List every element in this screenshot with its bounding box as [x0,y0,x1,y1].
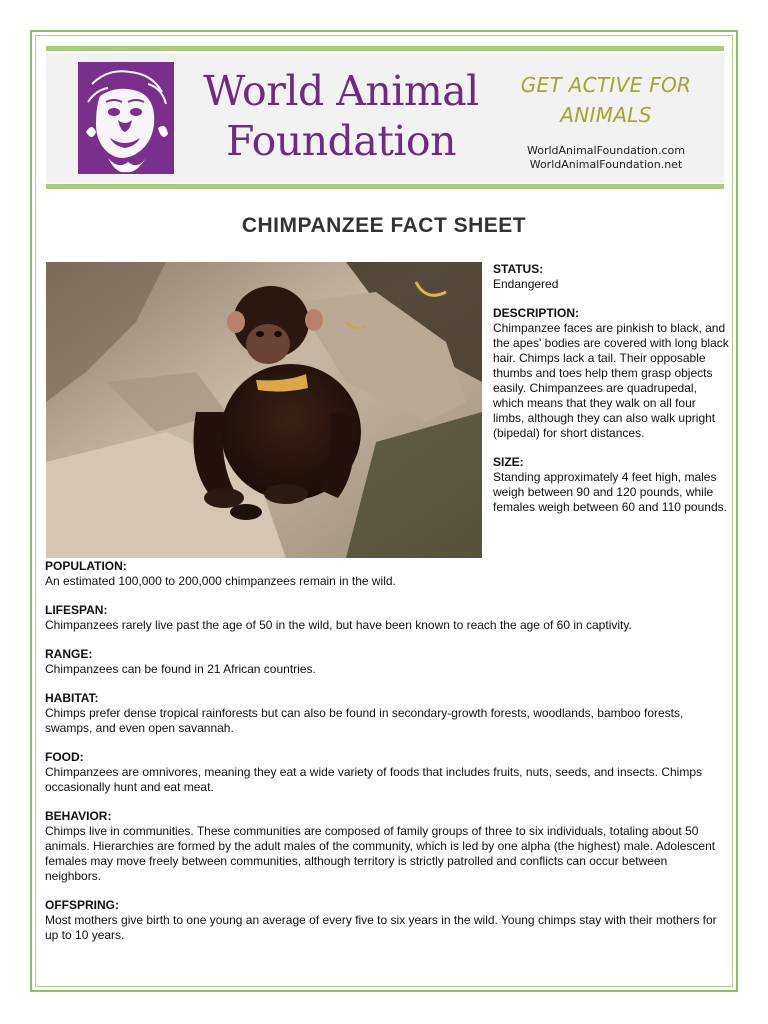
fact-section-offspring [45,898,725,943]
chimpanzee-photo [46,262,482,558]
tagline [500,70,712,130]
website-link-com[interactable]: WorldAnimalFoundation.com [527,144,685,157]
header-top-rule [46,46,724,51]
food-text: Chimpanzees are omnivores, meaning they eat a wide variety of foods that includes fruits, nuts, seeds, and insects. Chimps occasionally hunt and eat meat. [45,765,702,794]
fact-section-behavior [45,809,725,884]
status-text: Endangered [493,277,559,291]
food-heading: FOOD: [45,750,84,764]
fact-section-habitat [45,691,725,736]
description-text: Chimpanzee faces are pinkish to black, and the apes' bodies are covered with long black hair. Chimps lack a tail. Their opposable thumbs and toes help them grasp objects easily. Chimpanzees are quadrupedal, which means that they walk on all four limbs, although they can also walk upright (bipedal) for short distances. [493,321,729,440]
page-title: CHIMPANZEE FACT SHEET [241,214,527,237]
main-facts-column [45,559,725,957]
lifespan-heading: LIFESPAN: [45,603,108,617]
population-heading: POPULATION: [45,559,127,573]
org-name-line2: Foundation [225,117,457,165]
fact-section-range [45,647,725,677]
population-text: An estimated 100,000 to 200,000 chimpanzees remain in the wild. [45,574,396,588]
fact-section-size [493,455,729,515]
offspring-text: Most mothers give birth to one young an average of every five to six years in the wild. Young chimps stay with their mothers for up to 10 years. [45,913,717,942]
behavior-heading: BEHAVIOR: [45,809,112,823]
side-facts-column [493,262,729,529]
fact-section-description [493,306,729,441]
habitat-text: Chimps prefer dense tropical rainforests but can also be found in secondary-growth forests, woodlands, bamboo forests, swamps, and even open savannah. [45,706,684,735]
fact-section-status [493,262,729,292]
fact-section-food [45,750,725,795]
org-name-line1: World Animal [203,67,479,115]
habitat-heading: HABITAT: [45,691,99,705]
status-heading: STATUS: [493,262,544,276]
website-link-net[interactable]: WorldAnimalFoundation.net [529,158,683,171]
behavior-text: Chimps live in communities. These communities are composed of family groups of three to six individuals, totaling about 50 animals. Hierarchies are formed by the adult males of the community, which is led by one alpha (the highest) male. Adolescent females may move freely between communities, although territory is strictly patrolled and conflicts can occur between neighbors. [45,824,716,883]
description-heading: DESCRIPTION: [493,306,580,320]
size-text: Standing approximately 4 feet high, males weigh between 90 and 120 pounds, while females weigh between 60 and 110 pounds. [493,470,727,514]
range-heading: RANGE: [45,647,93,661]
offspring-heading: OFFSPRING: [45,898,119,912]
fact-section-population [45,559,725,589]
lifespan-text: Chimpanzees rarely live past the age of 50 in the wild, but have been known to reach the age of 60 in captivity. [45,618,632,632]
header-bottom-rule [46,184,724,189]
tagline-line1: GET ACTIVE FOR [520,73,692,97]
organization-name [196,66,486,166]
chimpanzee-face-logo-icon [78,62,174,174]
range-text: Chimpanzees can be found in 21 African countries. [45,662,316,676]
size-heading: SIZE: [493,455,524,469]
fact-section-lifespan [45,603,725,633]
tagline-line2: ANIMALS [560,103,652,127]
